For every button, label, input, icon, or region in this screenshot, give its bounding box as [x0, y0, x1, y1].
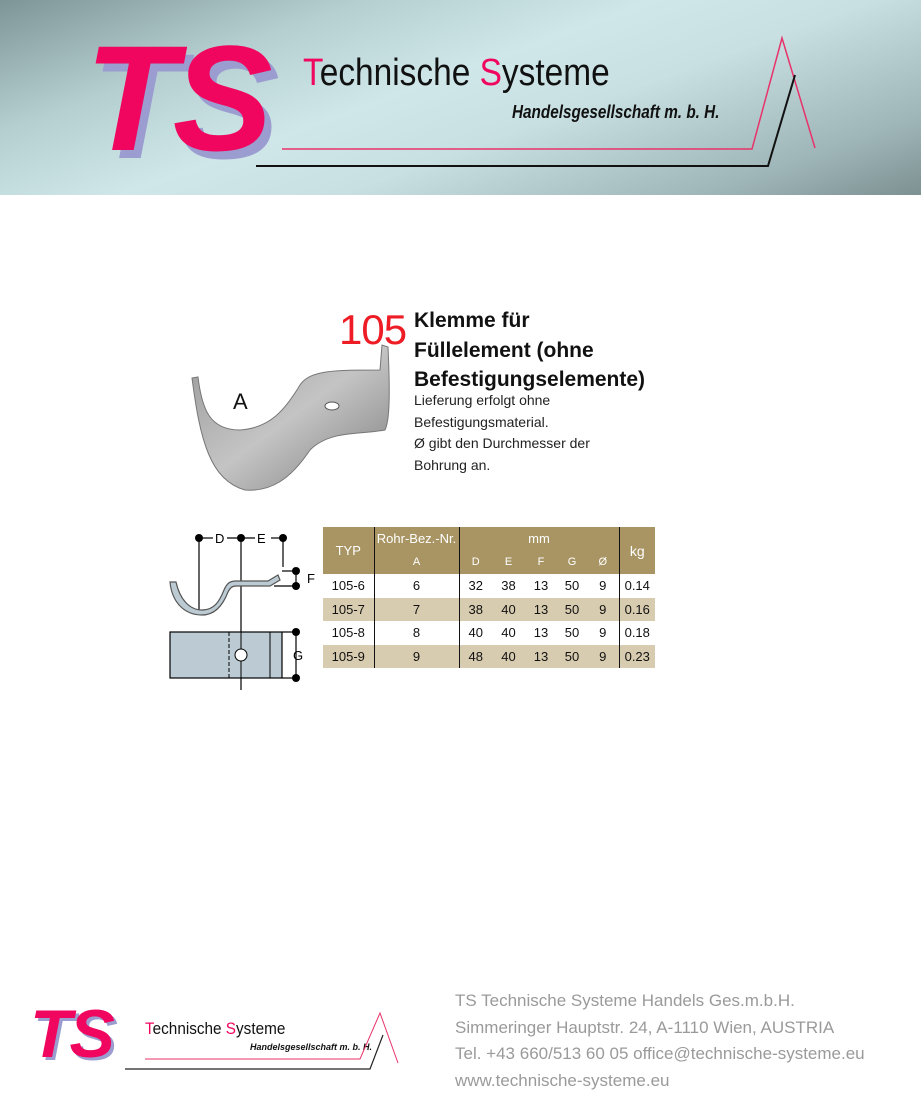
- product-title: Klemme für Füllelement (ohne Befestigungselemente): [414, 309, 646, 391]
- logo-lines: [0, 0, 921, 195]
- table-row: 105-7 7 38 40 13 50 9 0.16: [323, 598, 655, 622]
- logo: TS: [85, 14, 269, 182]
- header-banner: [0, 0, 921, 195]
- footer-contact: TS Technische Systeme Handels Ges.m.b.H. Simmeringer Hauptstr. 24, A-1110 Wien, AUSTRIA Tel. +43 660/513 60 05 office@technische-systeme.eu www.technische-systeme.eu: [455, 991, 865, 1090]
- col-mm: mm: [459, 527, 619, 551]
- footer-logo: [25, 995, 405, 1080]
- footer-company-name: Technische Systeme: [145, 1019, 286, 1038]
- col-e: E: [492, 551, 525, 575]
- dimension-drawing: [160, 520, 330, 695]
- company-subtitle: Handelsgesellschaft m. b. H.: [512, 102, 720, 122]
- dim-label-g: G: [293, 648, 304, 663]
- footer-logo-mark: TS: [30, 996, 113, 1072]
- product-photo: [160, 330, 400, 500]
- dim-label-e: E: [257, 531, 266, 546]
- company-name: Technische Systeme: [303, 52, 610, 94]
- table-row: 105-6 6 32 38 13 50 9 0.14: [323, 574, 655, 598]
- table-row: 105-9 9 48 40 13 50 9 0.23: [323, 645, 655, 669]
- product-description: Lieferung erfolgt ohne Befestigungsmaterial. Ø gibt den Durchmesser der Bohrung an.: [414, 392, 590, 473]
- product-number: 105: [339, 306, 407, 353]
- col-a: A: [374, 551, 459, 575]
- col-o: Ø: [587, 551, 619, 575]
- footer-logo-lines: [25, 995, 405, 1080]
- dim-label-d: D: [215, 531, 225, 546]
- footer-company-subtitle: Handelsgesellschaft m. b. H.: [250, 1042, 373, 1052]
- col-typ: TYP: [323, 527, 374, 574]
- col-g: G: [557, 551, 587, 575]
- table-row: 105-8 8 40 40 13 50 9 0.18: [323, 621, 655, 645]
- dim-label-f: F: [307, 571, 315, 586]
- col-rohr: Rohr-Bez.-Nr.: [374, 527, 459, 551]
- col-f: F: [525, 551, 557, 575]
- col-kg: kg: [619, 527, 655, 574]
- col-d: D: [459, 551, 492, 575]
- photo-label: A: [233, 389, 248, 414]
- dimensions-table: [323, 527, 655, 668]
